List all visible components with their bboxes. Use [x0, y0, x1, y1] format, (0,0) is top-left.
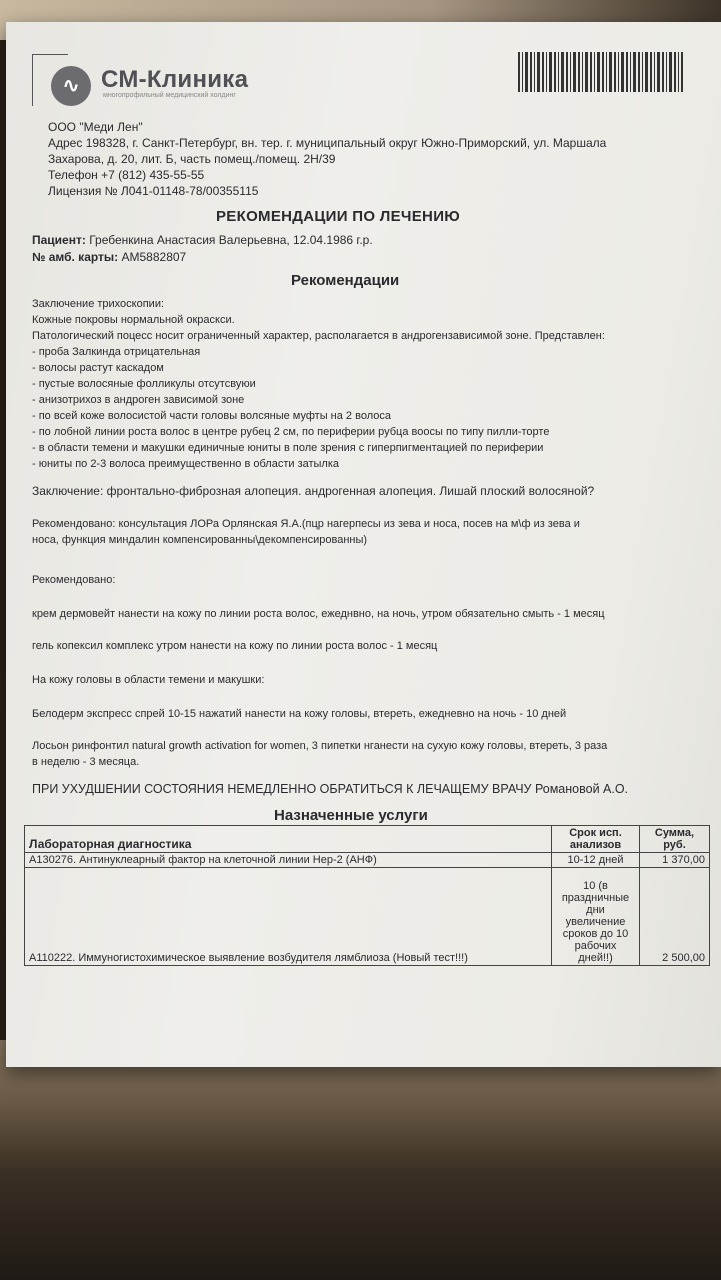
table-row — [25, 868, 710, 966]
address-line-2: Захарова, д. 20, лит. Б, часть помещ./помещ. 2Н/39 — [48, 152, 336, 166]
body-line: - юниты по 2-3 волоса преимущественно в области затылка — [32, 458, 340, 470]
recommendation-line: в неделю - 3 месяца. — [32, 756, 140, 768]
card-row — [32, 250, 186, 264]
clinic-logo-tagline: многопрофильный медицинский холдинг — [103, 92, 236, 99]
patient-row — [32, 233, 373, 247]
warning-line: ПРИ УХУДШЕНИИ СОСТОЯНИЯ НЕМЕДЛЕННО ОБРАТИТЬСЯ К ЛЕЧАЩЕМУ ВРАЧУ Романовой А.О. — [32, 782, 629, 796]
body-line: Патологический поцесс носит ограниченный характер, располагается в андрогензависимой зоне. Представлен: — [32, 330, 605, 342]
body-line: - в области темени и макушки единичные юниты в поле зрения с гиперпигментацией по периферии — [32, 442, 544, 454]
body-line: Кожные покровы нормальной окраскси. — [32, 314, 235, 326]
column-header-term: Срок исп. анализов — [552, 826, 640, 853]
document-title: РЕКОМЕНДАЦИИ ПО ЛЕЧЕНИЮ — [216, 208, 461, 225]
body-line: - проба Залкинда отрицательная — [32, 346, 201, 358]
services-table — [24, 825, 710, 966]
body-line: Рекомендовано: консультация ЛОРа Орлянская Я.А.(пцр нагерпесы из зева и носа, посев на м\ф из зева и — [32, 518, 580, 530]
service-term: 10 (в праздничные дни увеличение сроков до 10 рабочих дней!!) — [552, 868, 640, 966]
body-line: Заключение трихоскопии: — [32, 298, 165, 310]
table-header-row — [25, 826, 710, 853]
barcode — [518, 52, 683, 92]
license: Лицензия № Л041-01148-78/00355115 — [48, 184, 259, 198]
services-title: Назначенные услуги — [274, 807, 428, 824]
recommendation-line: гель копексил комплекс утром нанести на кожу по линии роста волос - 1 месяц — [32, 640, 438, 652]
column-header-sum: Сумма, руб. — [640, 826, 710, 853]
card-label: № амб. карты: — [32, 250, 119, 264]
phone: Телефон +7 (812) 435-55-55 — [48, 168, 205, 182]
document-sheet — [6, 22, 721, 1067]
service-sum: 1 370,00 — [640, 853, 710, 868]
body-line: - анизотрихоз в андроген зависимой зоне — [32, 394, 245, 406]
service-sum: 2 500,00 — [640, 868, 710, 966]
service-term: 10-12 дней — [552, 853, 640, 868]
table-row — [25, 853, 710, 868]
conclusion: Заключение: фронтально-фиброзная алопеция. андрогенная алопеция. Лишай плоский волосяной? — [32, 484, 595, 498]
clinic-logo-icon: ∿ — [51, 66, 91, 106]
section-title: Рекомендации — [291, 272, 400, 289]
address-line-1: Адрес 198328, г. Санкт-Петербург, вн. тер. г. муниципальный округ Южно-Приморский, ул. Маршала — [48, 136, 607, 150]
service-name: A110222. Иммуногистохимическое выявление возбудителя лямблиоза (Новый тест!!!) — [25, 868, 552, 966]
patient-value: Гребенкина Анастасия Валерьевна, 12.04.1986 г.р. — [89, 233, 373, 247]
recommendation-line: крем дермовейт нанести на кожу по линии роста волос, ежеднвно, на ночь, утром обязательно смыть - 1 месяц — [32, 608, 605, 620]
recommendation-line: Белодерм экспресс спрей 10-15 нажатий нанести на кожу головы, втереть, ежедневно на ночь - 10 дней — [32, 708, 567, 720]
service-name: A130276. Антинуклеарный фактор на клеточной линии Hep-2 (АНФ) — [25, 853, 552, 868]
recommendation-line: Лосьон ринфонтил natural growth activation for women, 3 пипетки нганести на сухую кожу головы, втереть, 3 раза — [32, 740, 608, 752]
body-line: - по всей коже волосистой части головы волсяные муфты на 2 волоса — [32, 410, 391, 422]
body-line: - пустые волосяные фолликулы отсутсвуюи — [32, 378, 256, 390]
patient-label: Пациент: — [32, 233, 86, 247]
clinic-logo-name: СМ-Клиника — [101, 66, 249, 93]
body-line: Рекомендовано: — [32, 574, 116, 586]
card-value: АМ5882807 — [121, 250, 187, 264]
body-line: носа, функция миндалин компенсированны\декомпенсированны) — [32, 534, 368, 546]
column-header-name: Лабораторная диагностика — [25, 826, 552, 853]
org-name: ООО "Меди Лен" — [48, 120, 143, 134]
recommendation-line: На кожу головы в области темени и макушки: — [32, 674, 265, 686]
table-surface — [0, 1040, 721, 1280]
body-line: - волосы растут каскадом — [32, 362, 164, 374]
body-line: - по лобной линии роста волос в центре рубец 2 см, по периферии рубца воосы по типу пилли-торте — [32, 426, 550, 438]
